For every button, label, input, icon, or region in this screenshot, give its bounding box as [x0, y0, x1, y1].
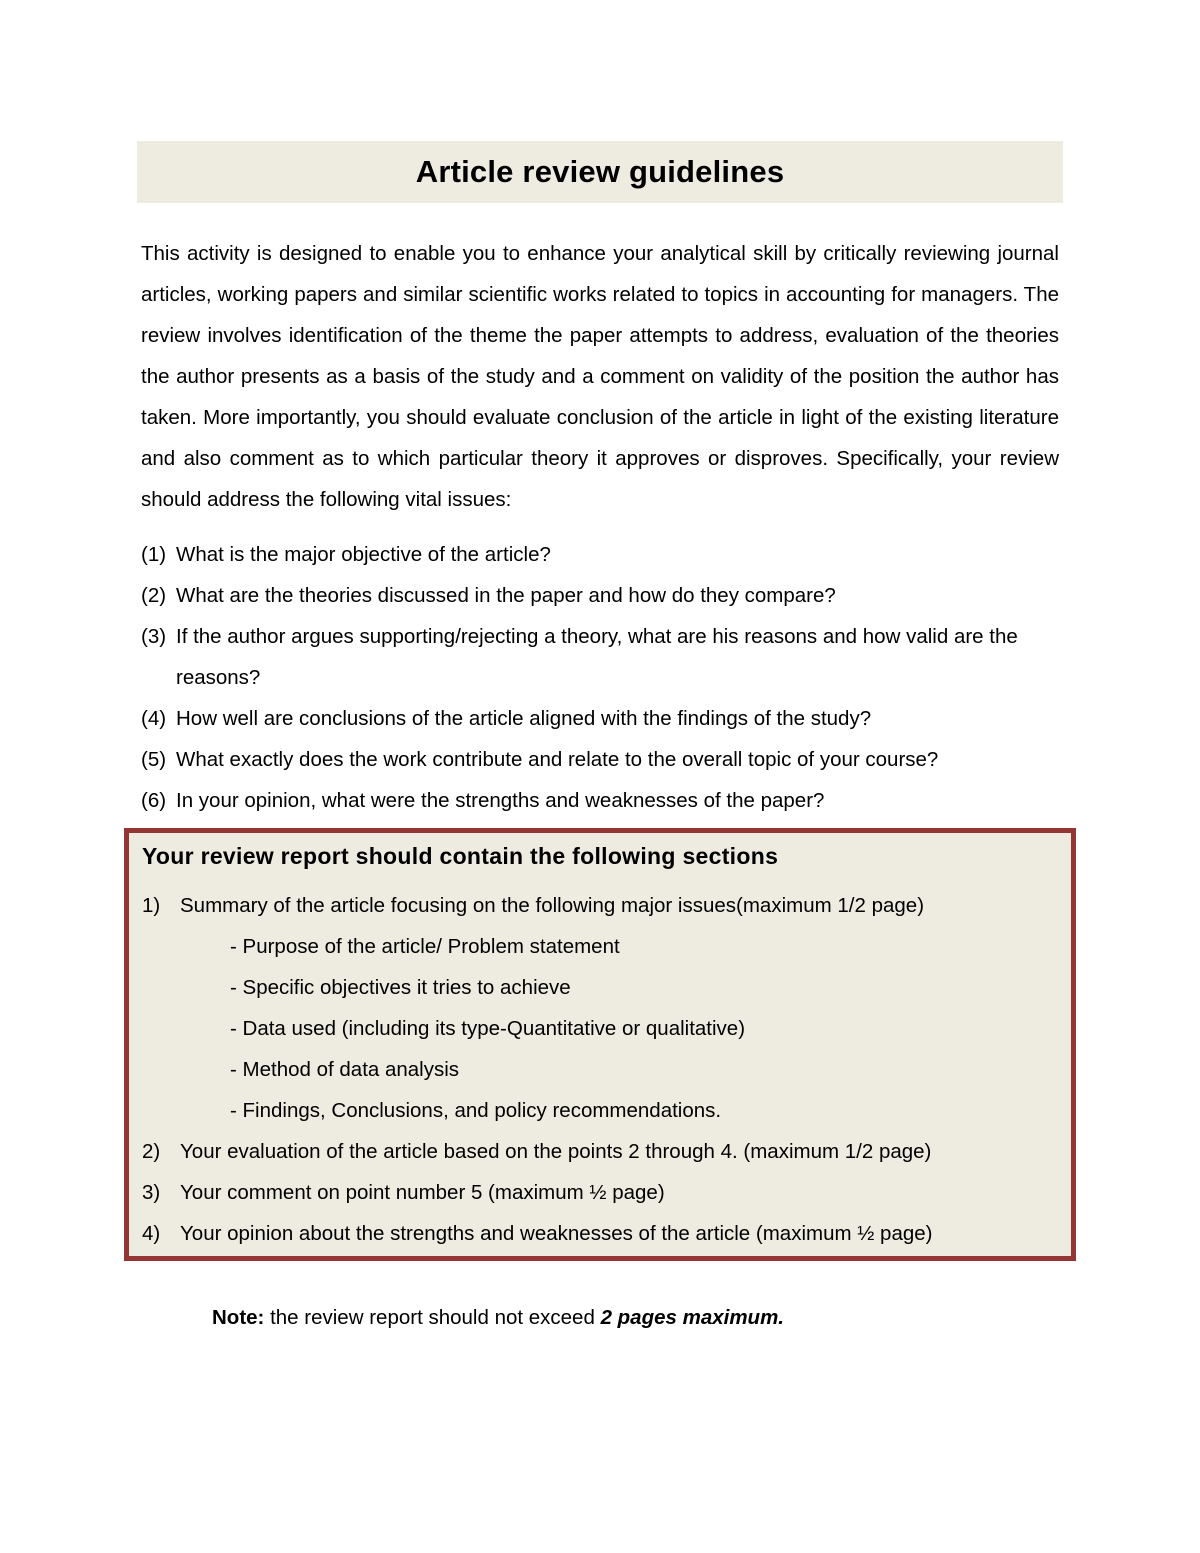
title-band — [137, 141, 1063, 203]
question-item — [141, 739, 1059, 780]
question-item — [141, 780, 1059, 821]
question-item — [141, 534, 1059, 575]
question-number: (5) — [141, 748, 167, 771]
question-number: (3) — [141, 625, 167, 648]
question-text: If the author argues supporting/rejecting a theory, what are his reasons and how valid are the reasons? — [176, 625, 1018, 689]
note-text: the review report should not exceed — [264, 1306, 601, 1329]
report-sections-box — [124, 828, 1076, 1261]
intro-paragraph: This activity is designed to enable you to enhance your analytical skill by critically reviewing journal articles, working papers and similar scientific works related to topics in accounting for managers. The review involves identification of the theme the paper attempts to address, evaluation of the theories the author presents as a basis of the study and a comment on validity of the position the author has taken. More importantly, you should evaluate conclusion of the article in light of the existing literature and also comment as to which particular theory it approves or disproves. Specifically, your review should address the following vital issues: — [141, 242, 1059, 511]
report-heading: Your review report should contain the following sections — [142, 843, 779, 869]
summary-subitems-list — [142, 926, 1052, 1131]
summary-subitem: - Specific objectives it tries to achieve — [230, 976, 571, 999]
note-label: Note: — [212, 1306, 265, 1329]
question-text: What are the theories discussed in the paper and how do they compare? — [176, 584, 836, 607]
report-sections-list — [142, 885, 1052, 1254]
report-section-text: Your opinion about the strengths and weaknesses of the article (maximum ½ page) — [180, 1222, 933, 1245]
report-section-item — [142, 1213, 1052, 1254]
summary-subitems — [142, 926, 1052, 1131]
question-item — [141, 575, 1059, 616]
question-text: How well are conclusions of the article aligned with the findings of the study? — [176, 707, 872, 730]
report-section-item — [142, 1131, 1052, 1172]
report-section-text: Your comment on point number 5 (maximum ½ page) — [180, 1181, 665, 1204]
summary-subitem: - Data used (including its type-Quantitative or qualitative) — [230, 1017, 746, 1040]
summary-subitem: - Findings, Conclusions, and policy recommendations. — [230, 1099, 722, 1122]
question-number: (2) — [141, 584, 167, 607]
report-section-number: 2) — [142, 1140, 161, 1163]
question-text: What is the major objective of the article? — [176, 543, 551, 566]
question-text: What exactly does the work contribute and relate to the overall topic of your course? — [176, 748, 939, 771]
report-section-item — [142, 885, 1052, 926]
summary-subitem: - Method of data analysis — [230, 1058, 460, 1081]
report-section-text: Your evaluation of the article based on the points 2 through 4. (maximum 1/2 page) — [180, 1140, 932, 1163]
page-title: Article review guidelines — [415, 154, 785, 189]
note-line — [212, 1297, 784, 1338]
question-item — [141, 698, 1059, 739]
question-number: (4) — [141, 707, 167, 730]
report-section-item — [142, 1172, 1052, 1213]
question-number: (6) — [141, 789, 167, 812]
summary-subitem: - Purpose of the article/ Problem statement — [230, 935, 620, 958]
report-section-text: Summary of the article focusing on the following major issues(maximum 1/2 page) — [180, 894, 925, 917]
report-section-number: 1) — [142, 894, 161, 917]
report-section-number: 3) — [142, 1181, 161, 1204]
note-emphasis: 2 pages maximum. — [600, 1306, 785, 1329]
question-number: (1) — [141, 543, 167, 566]
question-text: In your opinion, what were the strengths and weaknesses of the paper? — [176, 789, 825, 812]
report-section-number: 4) — [142, 1222, 161, 1245]
questions-list — [141, 534, 1059, 821]
question-item — [141, 616, 1059, 698]
